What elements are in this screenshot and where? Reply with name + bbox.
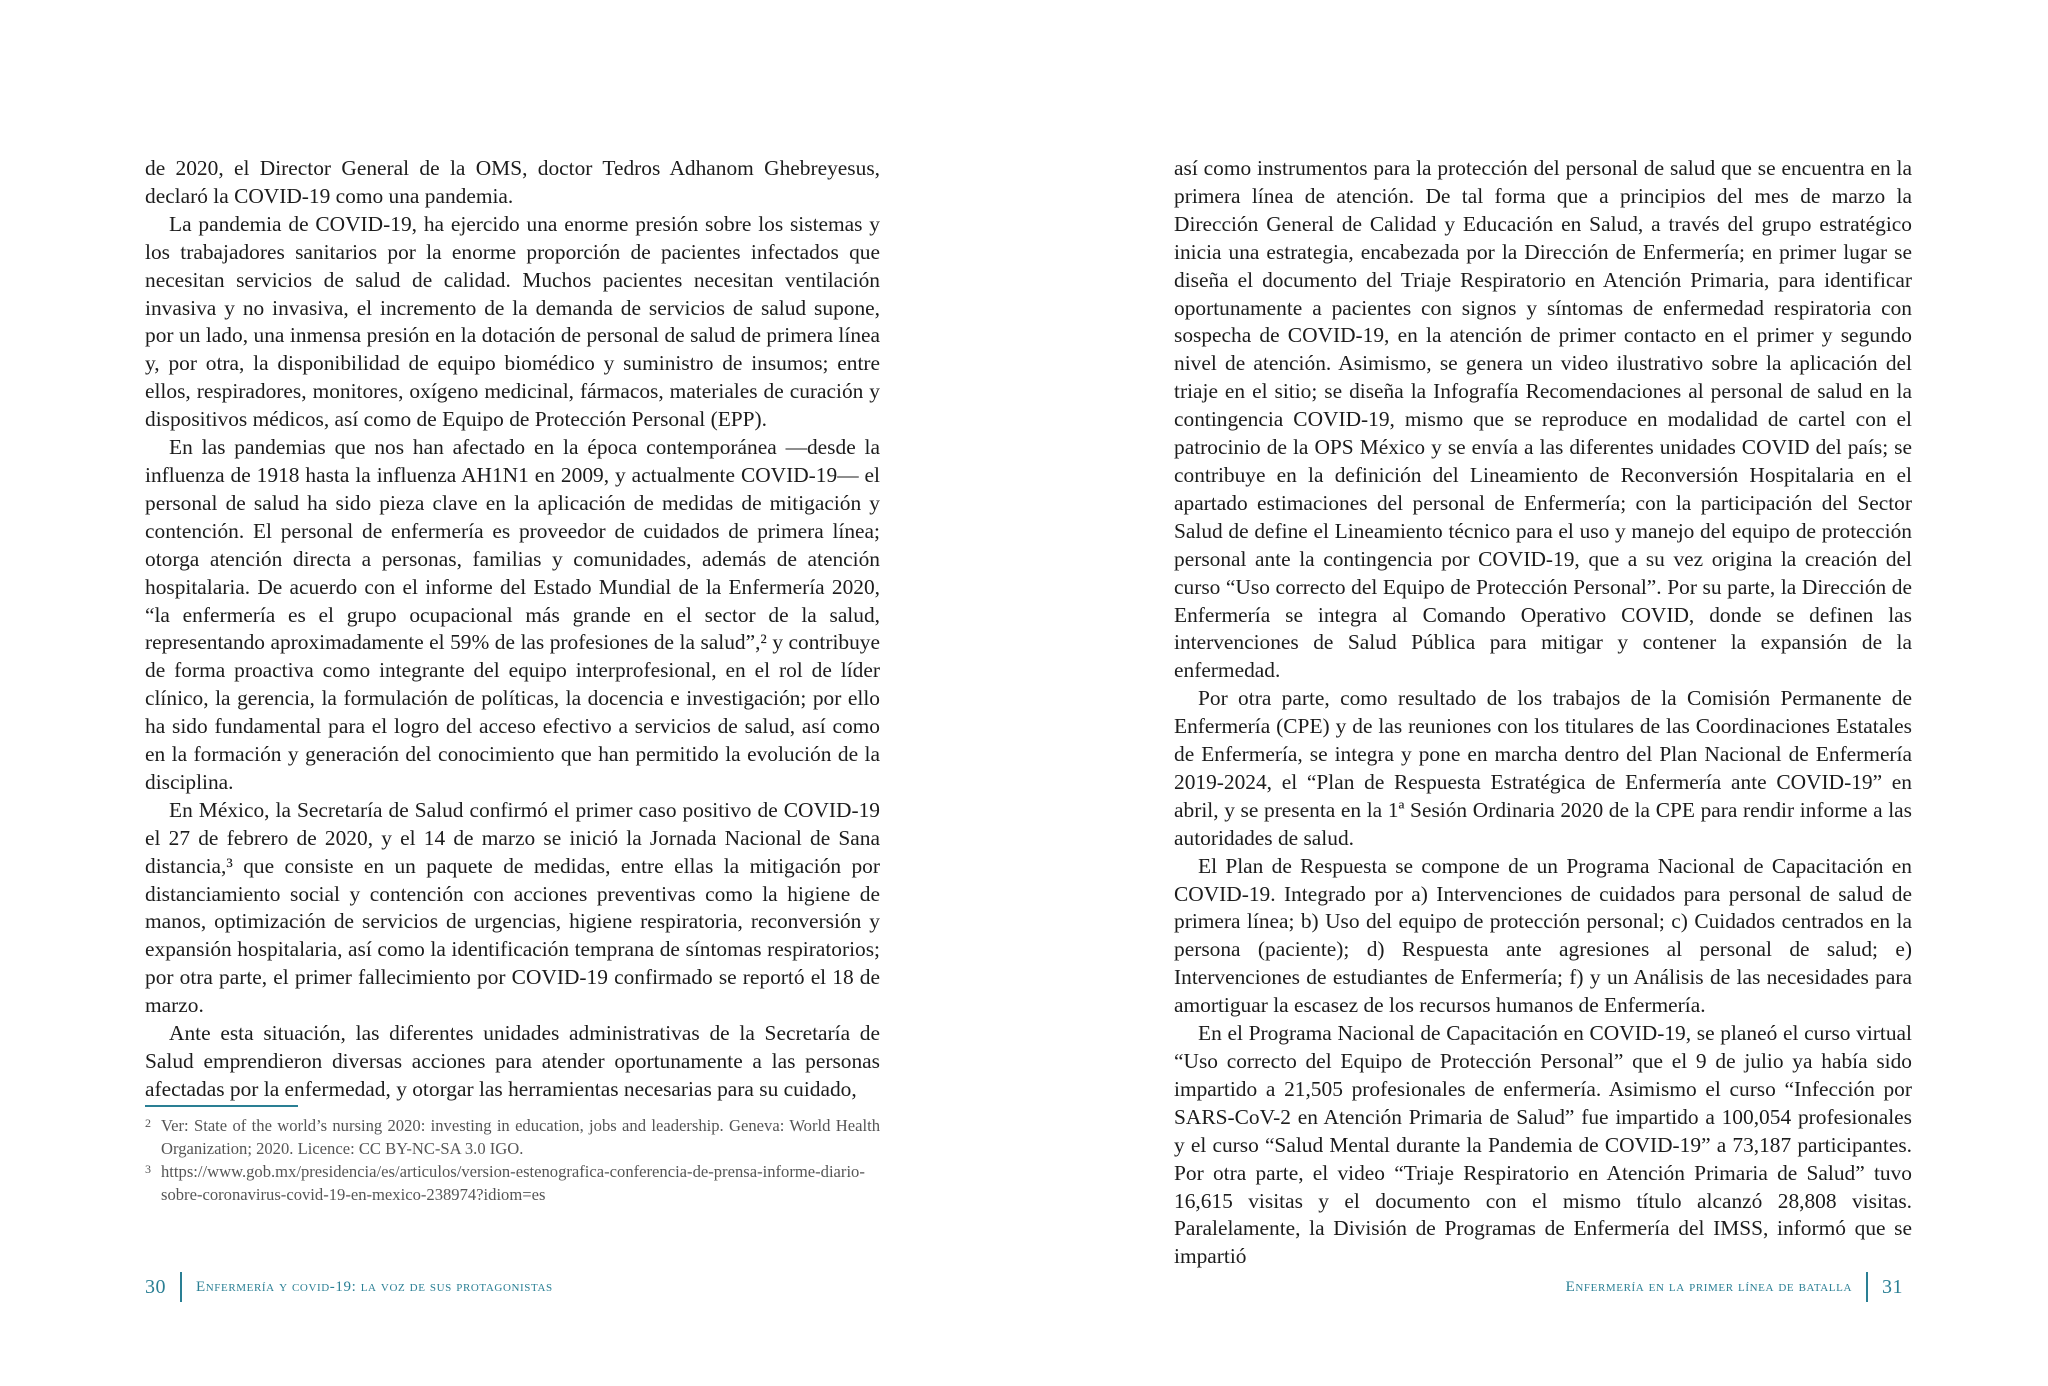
footnote-text: Ver: State of the world’s nursing 2020: investing in education, jobs and leadership. Geneva: World Health Organization; 2020. Licence: CC BY-NC-SA 3.0 IGO. — [161, 1116, 880, 1158]
left-body-text — [145, 155, 880, 1104]
footnote-mark: 2 — [145, 1116, 151, 1130]
body-paragraph: Por otra parte, como resultado de los trabajos de la Comisión Permanente de Enfermería (CPE) y de las reuniones con los titulares de las Coordinaciones Estatales de Enfermería, se integra y pone en marcha dentro del Plan Nacional de Enfermería 2019-2024, el “Plan de Respuesta Estratégica de Enfermería ante COVID-19” en abril, y se presenta en la 1ª Sesión Ordinaria 2020 de la CPE para rendir informe a las autoridades de salud. — [1174, 686, 1912, 850]
footer-separator — [1866, 1272, 1868, 1302]
body-paragraph: así como instrumentos para la protección del personal de salud que se encuentra en la primera línea de atención. De tal forma que a principios del mes de marzo la Dirección General de Calidad y Educación en Salud, a través del grupo estratégico inicia una estrategia, encabezada por la Dirección de Enfermería; en primer lugar se diseña el documento del Triaje Respiratorio en Atención Primaria, para identificar oportunamente a pacientes con signos y síntomas de enfermedad respiratoria con sospecha de COVID-19, en la atención de primer contacto en el primer y segundo nivel de atención. Asimismo, se genera un video ilustrativo sobre la aplicación del triaje en el sitio; se diseña la Infografía Recomendaciones al personal de salud en la contingencia COVID-19, mismo que se reproduce en modalidad de cartel con el patrocinio de la OPS México y se envía a las diferentes unidades COVID del país; se contribuye en la definición del Lineamiento de Reconversión Hospitalaria en el apartado estimaciones del personal de Enfermería; con la participación del Sector Salud de define el Lineamiento técnico para el uso y manejo del equipo de protección personal ante la contingencia por COVID-19, que a su vez origina la creación del curso “Uso correcto del Equipo de Protección Personal”. Por su parte, la Dirección de Enfermería se integra al Comando Operativo COVID, donde se definen las intervenciones de Salud Pública para mitigar y contener la expansión de la enfermedad. — [1174, 156, 1912, 683]
footer-separator — [180, 1272, 182, 1302]
body-paragraph: En México, la Secretaría de Salud confirmó el primer caso positivo de COVID-19 el 27 de febrero de 2020, y el 14 de marzo se inició la Jornada Nacional de Sana distancia,³ que consiste en un paquete de medidas, entre ellas la mitigación por distanciamiento social y contención con acciones preventivas como la higiene de manos, optimización de servicios de urgencias, higiene respiratoria, reconversión y expansión hospitalaria, así como la identificación temprana de síntomas respiratorios; por otra parte, el primer fallecimiento por COVID-19 confirmado se reportó el 18 de marzo. — [145, 797, 880, 1018]
body-paragraph: En las pandemias que nos han afectado en la época contemporánea —desde la influenza de 1918 hasta la influenza AH1N1 en 2009, y actualmente COVID-19— el personal de salud ha sido pieza clave en la aplicación de medidas de mitigación y contención. El personal de enfermería es proveedor de cuidados de primera línea; otorga atención directa a personas, familias y comunidades, además de atención hospitalaria. De acuerdo con el informe del Estado Mundial de la Enfermería 2020, “la enfermería es el grupo ocupacional más grande en el sector de la salud, representando aproximadamente el 59% de las profesiones de la salud”,² y contribuye de forma proactiva como integrante del equipo interprofesional, en el rol de líder clínico, la gerencia, la formulación de políticas, la docencia e investigación; por ello ha sido fundamental para el logro del acceso efectivo a servicios de salud, así como en la formación y generación del conocimiento que han permitido la evolución de la disciplina. — [145, 435, 880, 794]
running-title: Enfermería en la primer línea de batalla — [1565, 1278, 1852, 1295]
body-paragraph: Ante esta situación, las diferentes unidades administrativas de la Secretaría de Salud emprendieron diversas acciones para atender oportunamente a las personas afectadas por la enfermedad, y otorgar las herramientas necesarias para su cuidado, — [145, 1021, 880, 1101]
footnotes — [145, 1114, 880, 1206]
right-running-footer — [1566, 1272, 1903, 1302]
footnote-divider — [145, 1105, 298, 1107]
body-paragraph: de 2020, el Director General de la OMS, doctor Tedros Adhanom Ghebreyesus, declaró la COVID-19 como una pandemia. — [145, 156, 880, 208]
page-number: 30 — [145, 1275, 166, 1298]
running-title: Enfermería y covid-19: la voz de sus protagonistas — [196, 1278, 553, 1295]
footnote-3 — [145, 1160, 880, 1206]
left-running-footer — [145, 1272, 553, 1302]
footnote-link[interactable]: https://www.gob.mx/presidencia/es/articulos/version-estenografica-conferencia-de-prensa-informe-diario-sobre-coronavirus-covid-19-en-mexico-238974?idiom=es — [161, 1162, 865, 1204]
page-number: 31 — [1882, 1275, 1903, 1298]
right-page — [1024, 0, 2048, 1386]
body-paragraph: El Plan de Respuesta se compone de un Programa Nacional de Capacitación en COVID-19. Integrado por a) Intervenciones de cuidados para personal de salud de primera línea; b) Uso del equipo de protección personal; c) Cuidados centrados en la persona (paciente); d) Respuesta ante agresiones al personal de salud; e) Intervenciones de estudiantes de Enfermería; f) y un Análisis de las necesidades para amortiguar la escasez de los recursos humanos de Enfermería. — [1174, 853, 1912, 1018]
body-paragraph: La pandemia de COVID-19, ha ejercido una enorme presión sobre los sistemas y los trabajadores sanitarios por la enorme proporción de pacientes infectados que necesitan servicios de salud de calidad. Muchos pacientes necesitan ventilación invasiva y no invasiva, el incremento de la demanda de servicios de salud supone, por un lado, una inmensa presión en la dotación de personal de salud de primera línea y, por otra, la disponibilidad de equipo biomédico y suministro de insumos; entre ellos, respiradores, monitores, oxígeno medicinal, fármacos, materiales de curación y dispositivos médicos, así como de Equipo de Protección Personal (EPP). — [145, 211, 880, 432]
footnote-2 — [145, 1114, 880, 1160]
footnote-mark: 3 — [145, 1162, 151, 1176]
body-paragraph: En el Programa Nacional de Capacitación en COVID-19, se planeó el curso virtual “Uso correcto del Equipo de Protección Personal” que el 9 de julio ya había sido impartido a 21,505 profesionales de enfermería. Asimismo el curso “Infección por SARS-CoV-2 en Atención Primaria de Salud” fue impartido a 100,054 profesionales y el curso “Salud Mental durante la Pandemia de COVID-19” a 73,187 participantes. Por otra parte, el video “Triaje Respiratorio en Atención Primaria de Salud” tuvo 16,615 visitas y el documento con el mismo título alcanzó 28,808 visitas. Paralelamente, la División de Programas de Enfermería del IMSS, informó que se impartió — [1174, 1021, 1912, 1269]
right-body-text — [1174, 155, 1912, 1271]
